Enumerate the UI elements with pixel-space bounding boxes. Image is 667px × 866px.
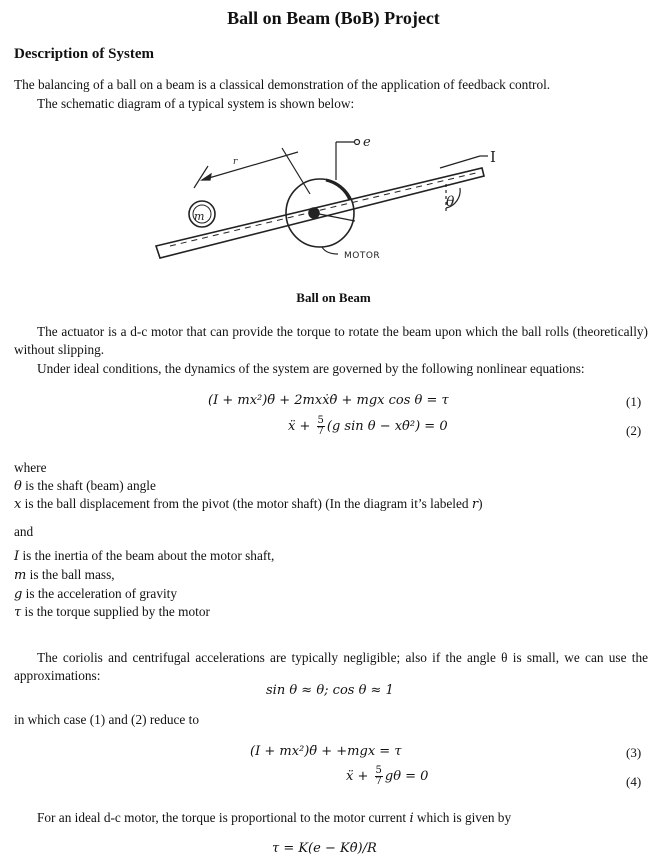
- inertia-label: I: [490, 148, 496, 166]
- and-item: g is the acceleration of gravity: [14, 586, 178, 602]
- and-item: τ is the torque supplied by the motor: [14, 604, 210, 620]
- ball-on-beam-figure: [150, 128, 520, 276]
- equation-4-number: (4): [626, 774, 642, 789]
- reduce-text: in which case (1) and (2) reduce to: [14, 712, 199, 727]
- r-label: r: [233, 157, 238, 167]
- actuator-paragraph: The actuator is a d-c motor that can provide the torque to rotate the beam upon which the ball rolls (theoretically) without slipping.: [14, 324, 648, 357]
- motor-label: MOTOR: [344, 251, 381, 261]
- figure-caption: Ball on Beam: [296, 290, 371, 305]
- equation-1: (I + mx²)θ̈ + 2mxẋθ̇ + mgx cos θ = τ: [208, 393, 449, 408]
- equation-1-number: (1): [626, 394, 642, 409]
- and-item: I is the inertia of the beam about the motor shaft,: [14, 548, 275, 564]
- inertia-lead: [440, 156, 488, 168]
- equation-4: ẍ + $\frac{5}{7}$ gθ = 0: [346, 765, 429, 787]
- equation-3: (I + mx²)θ̈ + +mgx = τ: [250, 744, 402, 759]
- equation-3-number: (3): [626, 745, 642, 760]
- voltage-lead: [336, 140, 360, 181]
- theta-label: θ: [446, 194, 455, 210]
- small-angle-approximation: sin θ ≈ θ; cos θ ≈ 1: [266, 683, 394, 698]
- where-label: where: [14, 460, 47, 475]
- torque-equation: τ = K(e − Kθ̇)/R: [272, 841, 377, 856]
- dynamics-paragraph: Under ideal conditions, the dynamics of the system are governed by the following nonlinear equations:: [37, 361, 585, 376]
- motor-paragraph: For an ideal d-c motor, the torque is proportional to the motor current i which is given by: [37, 810, 512, 826]
- equation-2: ẍ + $\frac{5}{7}$ (g sin θ − xθ̇²) = 0: [288, 415, 448, 437]
- coriolis-paragraph: The coriolis and centrifugal accelerations are typically negligible; also if the angle θ is small, we can use the approximations:: [14, 650, 648, 683]
- e-label: e: [363, 135, 371, 150]
- intro-line-2: The schematic diagram of a typical system is shown below:: [37, 96, 355, 111]
- document-title: Ball on Beam (BoB) Project: [227, 8, 440, 28]
- intro-line-1: The balancing of a ball on a beam is a classical demonstration of the application of feedback control.: [14, 77, 551, 92]
- and-item: m is the ball mass,: [14, 567, 115, 583]
- motor-lead: [322, 247, 338, 254]
- r-dimension: [194, 148, 310, 194]
- where-item: θ is the shaft (beam) angle: [14, 478, 156, 494]
- where-item: x is the ball displacement from the pivot (the motor shaft) (In the diagram it’s labeled r): [14, 496, 483, 512]
- section-heading: Description of System: [14, 46, 154, 62]
- ball-mass-label: m: [194, 210, 205, 223]
- equation-2-number: (2): [626, 423, 642, 438]
- and-label: and: [14, 524, 34, 539]
